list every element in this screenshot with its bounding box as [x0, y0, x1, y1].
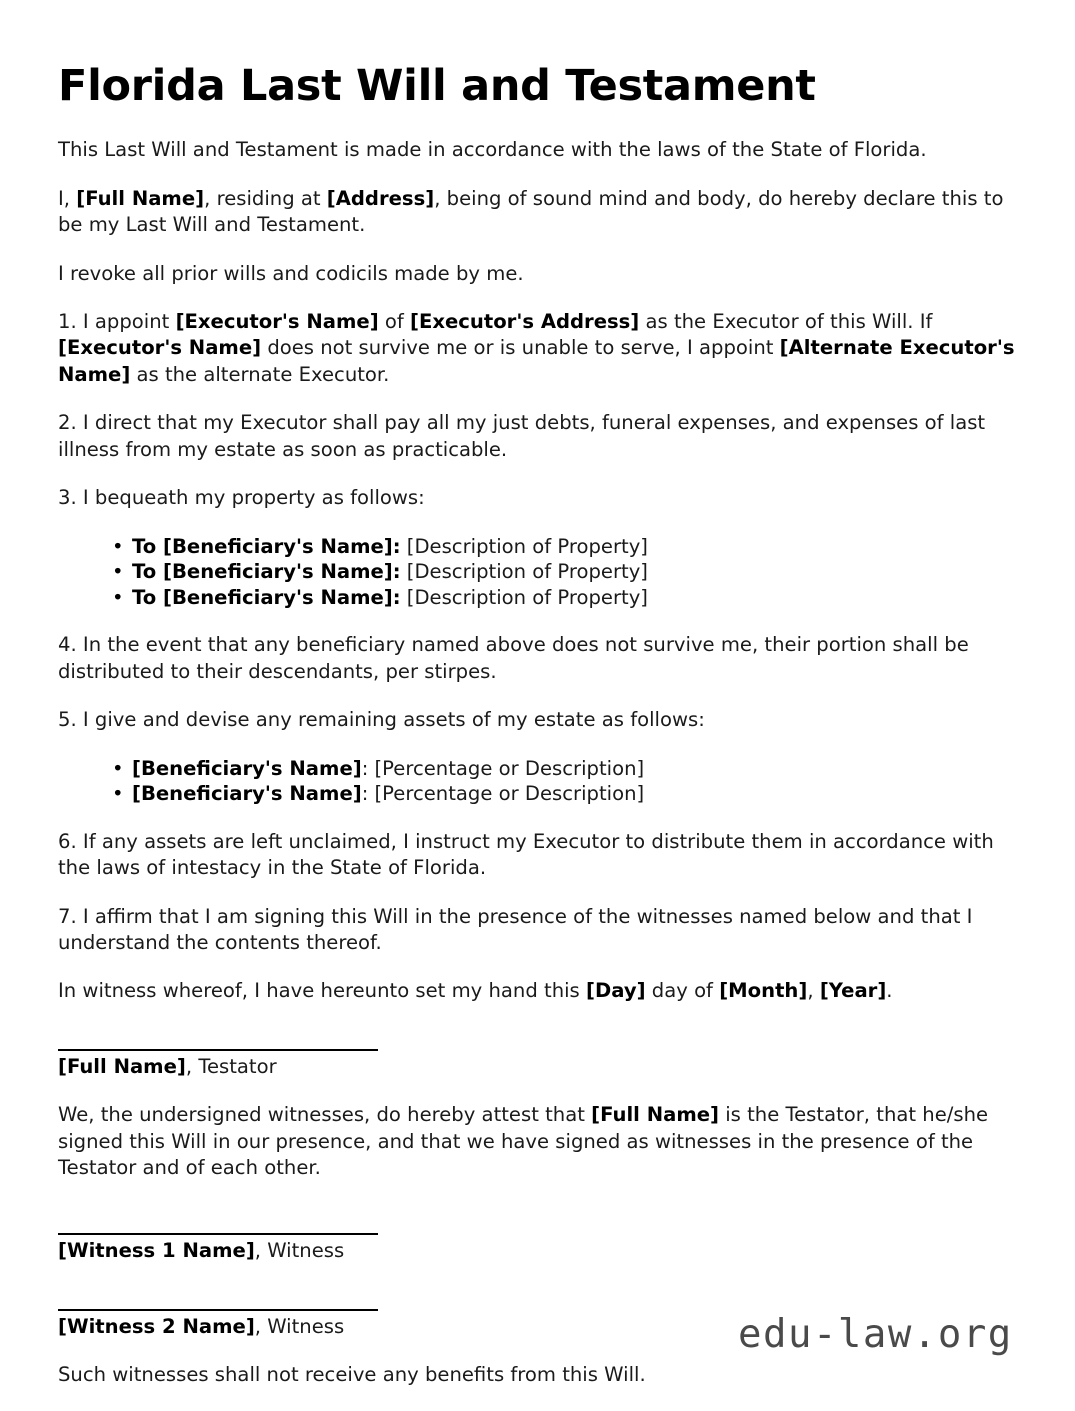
declaration-address: [Address] — [326, 186, 435, 210]
signature-spacer — [58, 1027, 1016, 1049]
witness-whereof-day: [Day] — [586, 979, 646, 1003]
clause-1-text-2: of — [378, 310, 411, 334]
attestation-paragraph — [58, 1102, 1016, 1181]
bequest-description: [Description of Property] — [400, 534, 648, 558]
witness-whereof-paragraph — [58, 978, 1016, 1004]
attestation-text-1: We, the undersigned witnesses, do hereby attest that — [58, 1103, 592, 1127]
attestation-text-2: is the Testator, that he/she signed this Will in our presence, and that we have signed as witnesses in the presence of the Testator and of each other. — [58, 1103, 989, 1179]
list-item — [112, 756, 1016, 782]
clause-1-executor-name: [Executor's Name] — [175, 310, 379, 334]
witness-whereof-text-1: In witness whereof, I have hereunto set my hand this — [58, 979, 586, 1003]
clause-2-text: 2. I direct that my Executor shall pay all my just debts, funeral expenses, and expenses of last illness from my estate as soon as practicable. — [58, 411, 986, 461]
bequest-beneficiary-label: To [Beneficiary's Name]: — [132, 560, 401, 584]
witness-1-signature-label — [58, 1238, 1016, 1264]
witness-whereof-year: [Year] — [819, 979, 887, 1003]
witness-whereof-month: [Month] — [719, 979, 808, 1003]
residuary-description: : [Percentage or Description] — [361, 756, 645, 780]
clause-6-text: 6. If any assets are left unclaimed, I instruct my Executor to distribute them in accordance with the laws of intestacy in the State of Florida. — [58, 829, 994, 880]
clause-1-text-1: 1. I appoint — [58, 310, 176, 334]
declaration-text-3: , being of sound mind and body, do hereby declare this to be my Last Will and Testament. — [58, 186, 1004, 237]
testator-name: [Full Name] — [58, 1054, 186, 1078]
clause-4-paragraph — [58, 632, 1016, 685]
clause-1-text-5: as the alternate Executor. — [130, 362, 390, 386]
witness-whereof-text-2: day of — [645, 979, 720, 1003]
clause-1-alternate-executor-name: [Alternate Executor's Name] — [58, 336, 1015, 386]
signature-line — [58, 1233, 378, 1235]
property-bequest-list — [58, 534, 1016, 611]
clause-1-text-3: as the Executor of this Will. If — [639, 310, 933, 334]
clause-4-text: 4. In the event that any beneficiary named above does not survive me, their portion shall be distributed to their descendants, per stirpes. — [58, 633, 969, 683]
list-item — [112, 781, 1016, 807]
revocation-text: I revoke all prior wills and codicils made by me. — [58, 261, 524, 285]
declaration-paragraph — [58, 186, 1016, 239]
witness-whereof-text-3: , — [807, 979, 820, 1003]
clause-1-executor-address: [Executor's Address] — [410, 310, 640, 334]
bequest-beneficiary-label: To [Beneficiary's Name]: — [132, 585, 401, 609]
testator-signature-block — [58, 1049, 1016, 1080]
clause-1-executor-name-2: [Executor's Name] — [58, 336, 262, 360]
list-item — [112, 534, 1016, 560]
intro-paragraph — [58, 137, 1016, 163]
site-watermark: edu-law.org — [738, 1312, 1013, 1357]
bequest-beneficiary-label: To [Beneficiary's Name]: — [132, 534, 401, 558]
attestation-full-name: [Full Name] — [591, 1103, 719, 1127]
residuary-bequest-list — [58, 756, 1016, 807]
clause-7-paragraph — [58, 904, 1016, 957]
witness-1-spacer — [58, 1203, 1016, 1233]
declaration-text-2: , residing at — [204, 186, 327, 210]
clause-7-text: 7. I affirm that I am signing this Will in the presence of the witnesses named below and that I understand the contents thereof. — [58, 904, 973, 954]
clause-2-paragraph — [58, 410, 1016, 463]
clause-3-paragraph — [58, 485, 1016, 511]
testator-role: , Testator — [185, 1054, 277, 1078]
list-item — [112, 585, 1016, 611]
clause-5-paragraph — [58, 707, 1016, 733]
list-item — [112, 559, 1016, 585]
witness-2-spacer — [58, 1287, 1016, 1309]
signature-line — [58, 1309, 378, 1311]
residuary-beneficiary-label: [Beneficiary's Name] — [132, 782, 362, 806]
witness-2-role: , Witness — [254, 1314, 345, 1338]
page-title: Florida Last Will and Testament — [58, 61, 816, 111]
declaration-full-name: [Full Name] — [76, 186, 205, 210]
residuary-description: : [Percentage or Description] — [361, 782, 645, 806]
witness-benefit-note-paragraph — [58, 1362, 1016, 1388]
signature-line — [58, 1049, 378, 1051]
witness-1-signature-block — [58, 1233, 1016, 1264]
bequest-description: [Description of Property] — [400, 560, 648, 584]
clause-5-text: 5. I give and devise any remaining assets of my estate as follows: — [58, 708, 705, 732]
witness-whereof-text-4: . — [886, 979, 893, 1003]
witness-benefit-note-text: Such witnesses shall not receive any benefits from this Will. — [58, 1363, 646, 1387]
bequest-description: [Description of Property] — [400, 585, 648, 609]
declaration-text-1: I, — [58, 186, 77, 210]
intro-text: This Last Will and Testament is made in accordance with the laws of the State of Florida. — [58, 138, 927, 162]
clause-3-text: 3. I bequeath my property as follows: — [58, 486, 425, 510]
revocation-paragraph — [58, 261, 1016, 287]
document-body — [58, 62, 1016, 1411]
residuary-beneficiary-label: [Beneficiary's Name] — [132, 756, 362, 780]
witness-2-name: [Witness 2 Name] — [58, 1314, 255, 1338]
witness-1-role: , Witness — [254, 1239, 345, 1263]
clause-1-text-4: does not survive me or is unable to serve, I appoint — [261, 336, 780, 360]
clause-6-paragraph — [58, 829, 1016, 882]
clause-1-paragraph — [58, 309, 1016, 388]
testator-signature-label — [58, 1054, 1016, 1080]
witness-1-name: [Witness 1 Name] — [58, 1239, 255, 1263]
